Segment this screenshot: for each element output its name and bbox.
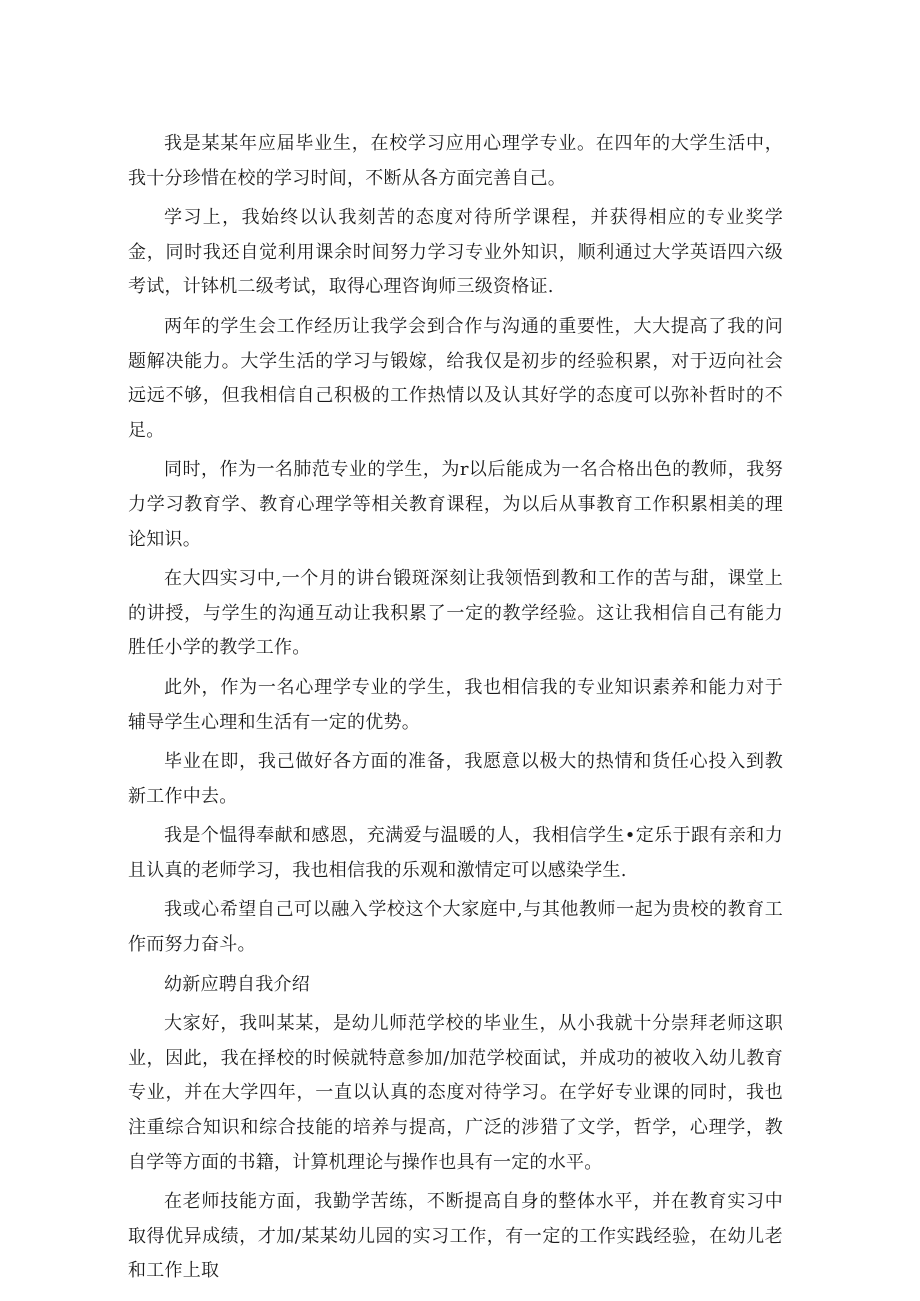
paragraph-5: 在大四实习中,一个月的讲台锻斑深刻让我领悟到教和工作的苦与甜，课堂上的讲授，与学生的沟通互动让我积累了一定的教学经验。这让我相信自己有能力胜任小学的教学工作。 — [128, 568, 783, 659]
paragraph-2: 学习上，我始终以认我刻苦的态度对待所学课程，并获得相应的专业奖学金，同时我还自觉利用课余时间努力学习专业外知识，顺利通过大学英语四六级考试，计钵机二级考试，取得心理咨询师三级资格证. — [128, 207, 783, 298]
paragraph-9: 我或心希望自己可以融入学校这个大家庭中,与其他教师一起为贵校的教育工作而努力奋斗。 — [128, 899, 783, 956]
paragraph-7: 毕业在即，我己做好各方面的准备，我愿意以极大的热情和货任心投入到教新工作中去。 — [128, 751, 783, 807]
document-body — [128, 127, 783, 1294]
paragraph-6: 此外，作为一名心理学专业的学生，我也相信我的专业知识素养和能力对于辅导学生心理和生活有一定的优势。 — [128, 676, 783, 733]
paragraph-1: 我是某某年应届毕业生，在校学习应用心理学专业。在四年的大学生活中，我十分珍惜在校的学习时间，不断从各方面完善自己。 — [128, 133, 783, 189]
paragraph-10: 大家好，我叫某某，是幼儿师范学校的毕业生，从小我就十分崇拜老师这职业，因此，我在择校的时候就特意参加/加范学校面试，并成功的被收入幼儿教育专业，并在大学四年，一直以认真的态度对待学习。在学好专业课的同时，我也注重综合知识和综合技能的培养与提高，广泛的涉猎了文学，哲学，心理学，教自学等方面的书籍，计算机理论与操作也具有一定的水平。 — [128, 1013, 783, 1173]
paragraph-11: 在老师技能方面，我勤学苦练，不断提高自身的整体水平，并在教育实习中取得优异成绩，才加/某某幼儿园的实习工作，有一定的工作实践经验，在幼儿老和工作上取 — [128, 1191, 783, 1282]
paragraph-3: 两年的学生会工作经历让我学会到合作与沟通的重要性，大大提高了我的问题解决能力。大学生活的学习与锻嫁，给我仅是初步的经验积累，对于迈向社会远远不够，但我相信自己积极的工作热情以及认其好学的态度可以弥补哲时的不足。 — [128, 315, 783, 441]
paragraph-8: 我是个愠得奉献和感恩，充满爱与温暖的人，我相信学生•定乐于跟有亲和力且认真的老师学习，我也相信我的乐观和激情定可以感染学生. — [128, 825, 783, 881]
paragraph-4: 同时，作为一名肺范专业的学生，为r以后能成为一名合格出色的教师，我努力学习教育学、教育心理学等相关教育课程，为以后从事教育工作积累相美的理论知识。 — [128, 459, 783, 550]
section-heading: 幼新应聘自我介绍 — [164, 973, 310, 995]
